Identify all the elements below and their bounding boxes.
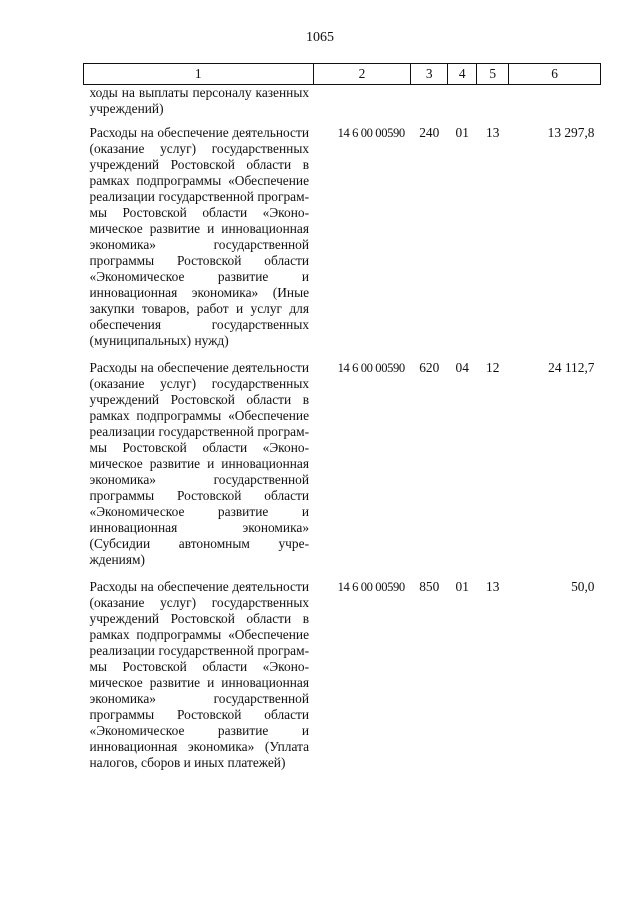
column-header-5: 5 [477,64,509,85]
row-target-code: 14 6 00 00590 [337,580,405,594]
row-expense-type: 620 [419,360,440,375]
budget-table [83,63,601,782]
row-description: Расходы на обеспечение деятельности (оказание услуг) государственных учреждений Ростовской области в рамках подпрограммы «Обеспечение реализации государственной программы Ростовской области «Экономическое развитие и инновационная экономика» государственной программы Ростовской области «Экономическое развитие и инновационная экономика» (Иные закупки товаров, работ и услуг для обеспечения государственных (муниципальных) нужд) [89,125,310,348]
table-row-continuation [84,85,601,126]
column-header-3: 3 [411,64,448,85]
column-header-1: 1 [84,64,314,85]
row-target-code: 14 6 00 00590 [337,361,405,375]
column-header-2: 2 [313,64,411,85]
row-section: 01 [455,579,469,594]
column-header-4: 4 [448,64,477,85]
table-row [84,579,601,782]
table-header [84,64,601,85]
row-section: 01 [455,125,469,140]
column-header-6: 6 [509,64,601,85]
row-expense-type: 240 [419,125,440,140]
row-subsection: 12 [486,360,500,375]
row-amount: 13 297,8 [547,125,595,140]
row-description: ходы на выплаты персоналу казенных учреждений) [89,85,310,116]
row-subsection: 13 [486,125,500,140]
row-description: Расходы на обеспечение деятельности (оказание услуг) государственных учреждений Ростовской области в рамках подпрограммы «Обеспечение реализации государственной программы Ростовской области «Экономическое развитие и инновационная экономика» государственной программы Ростовской области «Экономическое развитие и инновационная экономика» (Субсидии автономным учреждениям) [89,360,310,567]
row-target-code: 14 6 00 00590 [337,126,405,140]
row-expense-type: 850 [419,579,440,594]
table-row [84,125,601,360]
row-amount: 50,0 [571,579,595,594]
table-row [84,360,601,579]
row-subsection: 13 [486,579,500,594]
row-description: Расходы на обеспечение деятельности (оказание услуг) государственных учреждений Ростовской области в рамках подпрограммы «Обеспечение реализации государственной программы Ростовской области «Экономическое развитие и инновационная экономика» государственной программы Ростовской области «Экономическое развитие и инновационная экономика» (Уплата налогов, сборов и иных платежей) [89,579,310,770]
row-section: 04 [455,360,469,375]
page-number: 1065 [306,30,334,45]
row-amount: 24 112,7 [548,360,595,375]
